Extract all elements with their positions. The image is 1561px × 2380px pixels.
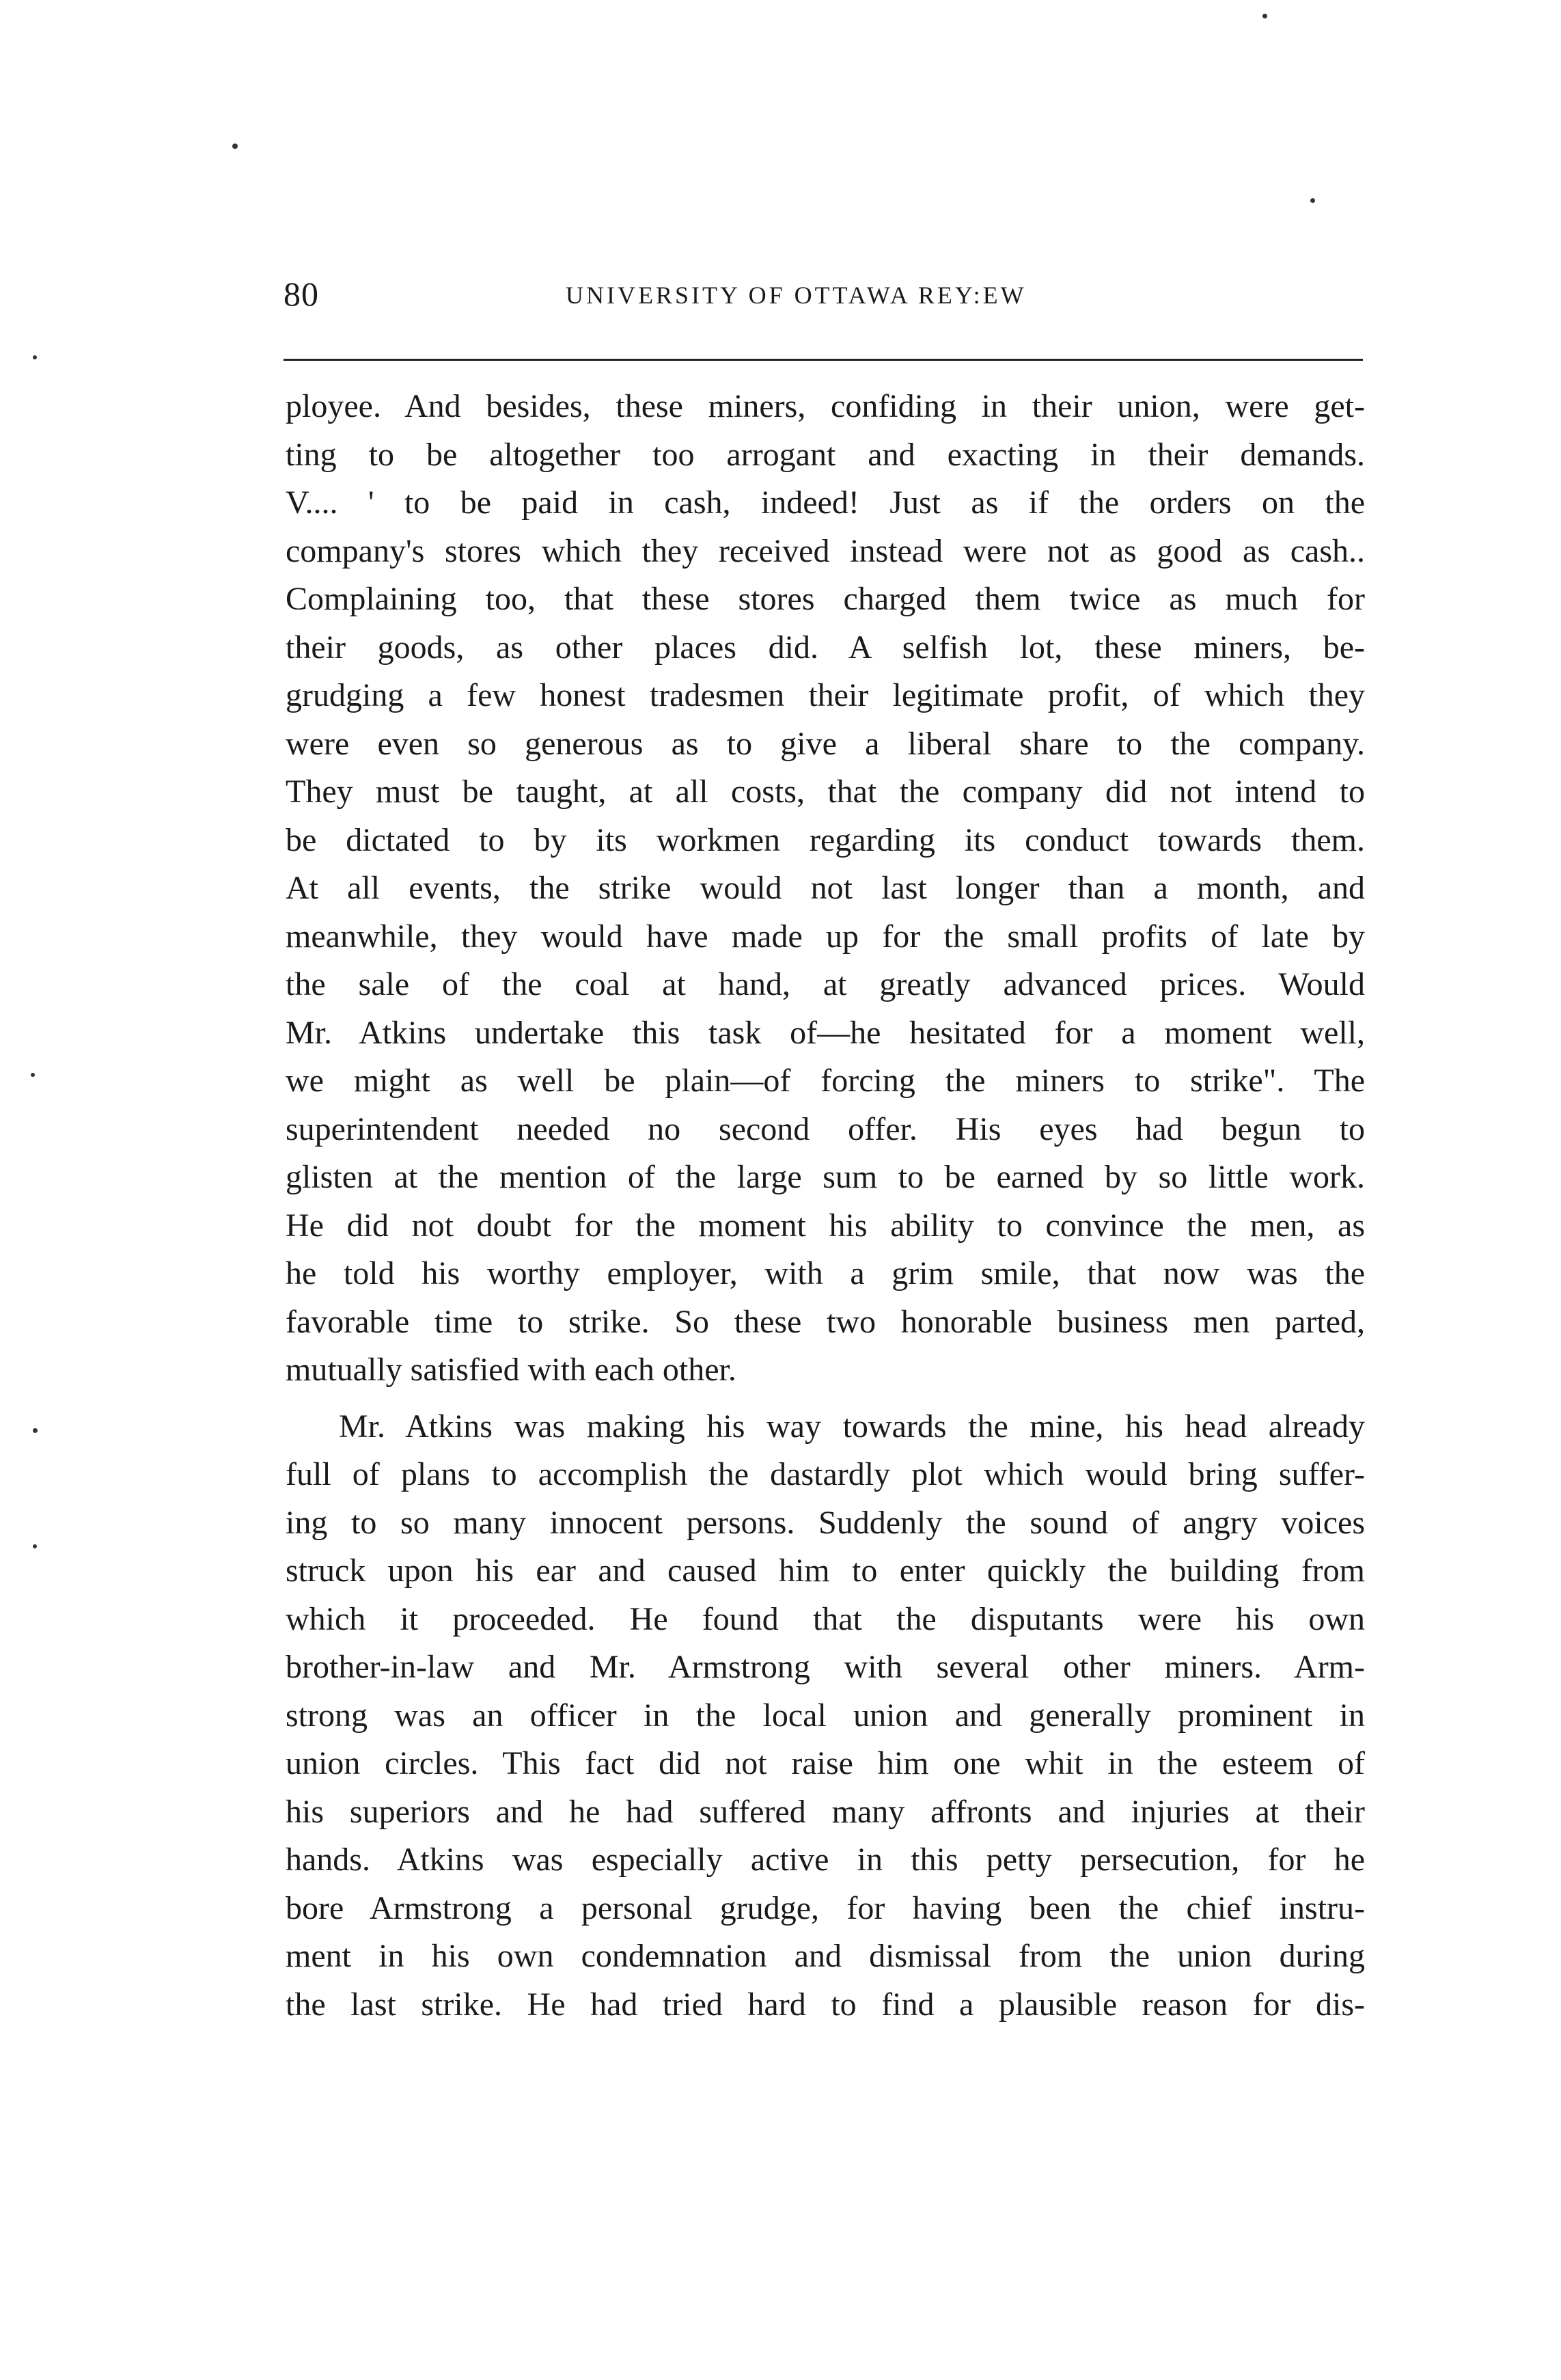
text-line: ment in his own condemnation and dismissal from the union during — [286, 1938, 1365, 1974]
text-line: He did not doubt for the moment his ability to convince the men, as — [286, 1207, 1365, 1244]
page-header — [284, 273, 1363, 314]
text-line: which it proceeded. He found that the disputants were his own — [286, 1600, 1365, 1637]
paragraph-1 — [286, 383, 1365, 1395]
text-line: grudging a few honest tradesmen their legitimate profit, of which they — [286, 677, 1365, 713]
text-line: hands. Atkins was especially active in this petty persecution, for he — [286, 1842, 1365, 1878]
paragraph-2 — [286, 1403, 1365, 2029]
running-head: UNIVERSITY OF OTTAWA REY:EW — [566, 282, 1027, 309]
body-text — [286, 383, 1365, 2029]
scan-speck — [33, 1544, 37, 1548]
text-line: glisten at the mention of the large sum to be earned by so little work. — [286, 1159, 1365, 1195]
text-line: brother-in-law and Mr. Armstrong with several other miners. Arm- — [286, 1649, 1365, 1685]
text-line: he told his worthy employer, with a grim smile, that now was the — [286, 1255, 1365, 1291]
text-line: struck upon his ear and caused him to enter quickly the building from — [286, 1553, 1365, 1589]
text-line: strong was an officer in the local union and generally prominent in — [286, 1697, 1365, 1734]
scan-speck — [33, 355, 37, 359]
text-line: company's stores which they received instead were not as good as cash.. — [286, 532, 1365, 569]
text-line: his superiors and he had suffered many affronts and injuries at their — [286, 1793, 1365, 1830]
text-line: mutually satisfied with each other. — [286, 1352, 736, 1388]
scan-speck — [31, 1073, 35, 1077]
header-rule — [284, 359, 1363, 361]
text-line: meanwhile, they would have made up for the small profits of late by — [286, 918, 1365, 955]
scan-speck — [1310, 198, 1315, 203]
text-line: the sale of the coal at hand, at greatly advanced prices. Would — [286, 966, 1365, 1002]
scan-speck — [1262, 14, 1267, 18]
text-line: At all events, the strike would not last longer than a month, and — [286, 870, 1365, 906]
text-line: full of plans to accomplish the dastardly plot which would bring suffer- — [286, 1456, 1365, 1492]
text-line: Mr. Atkins was making his way towards the mine, his head already — [339, 1408, 1365, 1445]
text-line: ting to be altogether too arrogant and exacting in their demands. — [286, 436, 1365, 473]
text-line: They must be taught, at all costs, that the company did not intend to — [286, 774, 1365, 810]
text-line: the last strike. He had tried hard to find a plausible reason for dis- — [286, 1986, 1365, 2023]
text-line: be dictated to by its workmen regarding its conduct towards them. — [286, 821, 1365, 858]
text-line: their goods, as other places did. A selfish lot, these miners, be- — [286, 629, 1365, 666]
text-line: superintendent needed no second offer. His eyes had begun to — [286, 1110, 1365, 1147]
scan-speck — [33, 1428, 38, 1433]
text-line: Mr. Atkins undertake this task of—he hesitated for a moment well, — [286, 1014, 1365, 1051]
text-line: ing to so many innocent persons. Suddenly the sound of angry voices — [286, 1504, 1365, 1541]
text-line: bore Armstrong a personal grudge, for having been the chief instru- — [286, 1889, 1365, 1926]
text-line: union circles. This fact did not raise him one whit in the esteem of — [286, 1745, 1365, 1781]
page-number: 80 — [284, 275, 319, 313]
text-line: were even so generous as to give a liberal share to the company. — [286, 725, 1365, 762]
text-line: favorable time to strike. So these two honorable business men parted, — [286, 1303, 1365, 1340]
text-line: V.... ' to be paid in cash, indeed! Just as if the orders on the — [286, 484, 1365, 521]
text-line: ployee. And besides, these miners, confiding in their union, were get- — [286, 388, 1365, 424]
text-line: we might as well be plain—of forcing the miners to strike". The — [286, 1063, 1365, 1099]
scan-speck — [232, 143, 238, 149]
text-line: Complaining too, that these stores charged them twice as much for — [286, 581, 1365, 617]
